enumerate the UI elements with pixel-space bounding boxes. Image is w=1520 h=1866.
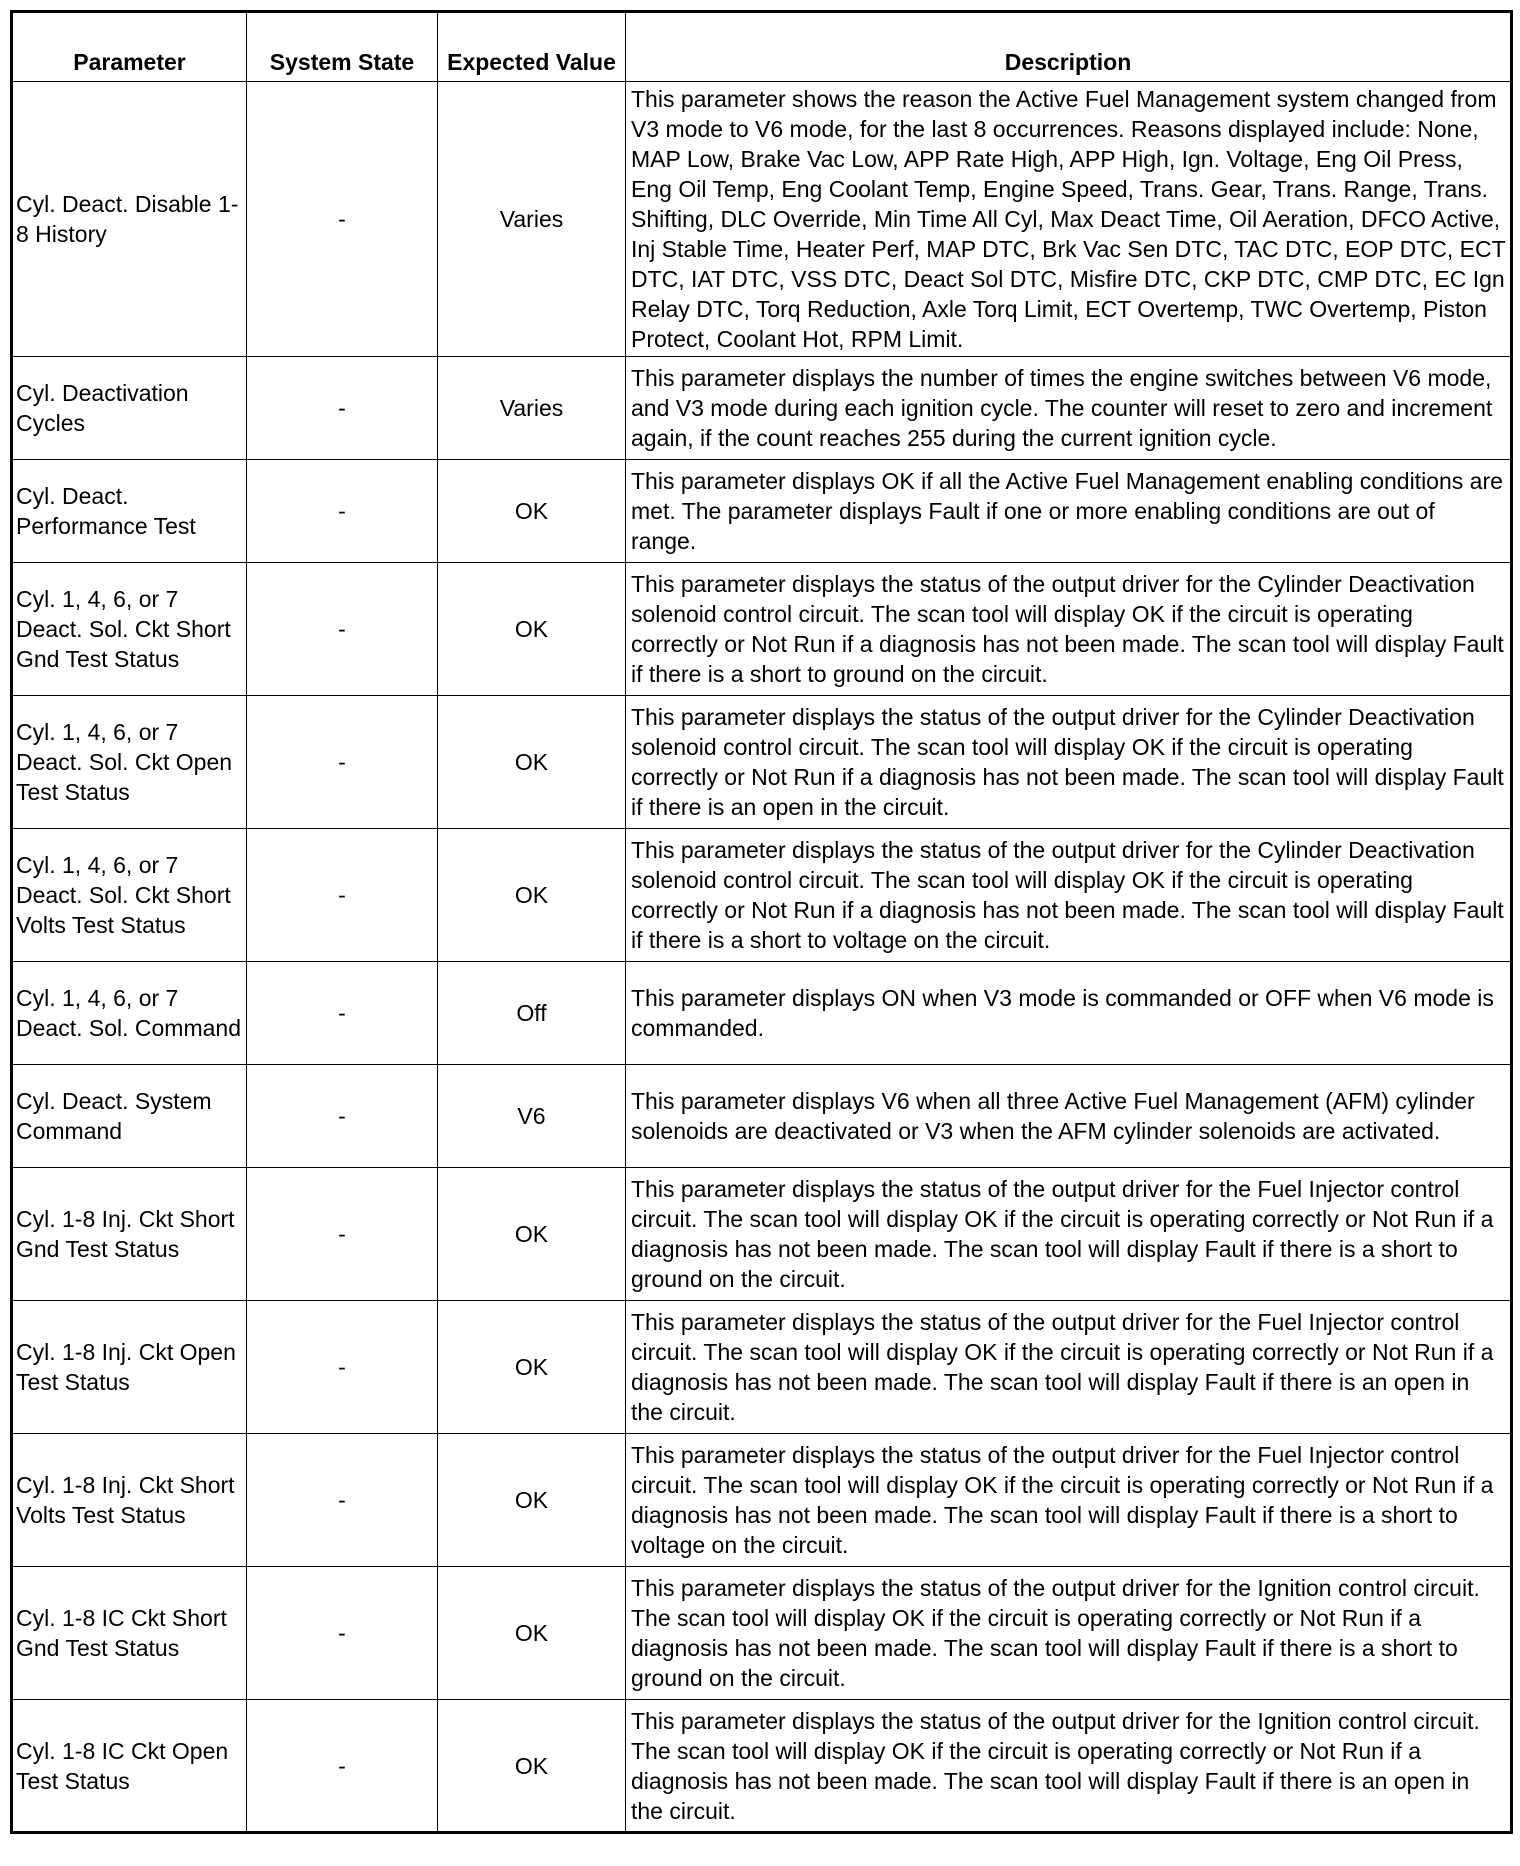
cell-system-state: -	[247, 460, 438, 563]
cell-parameter: Cyl. Deactivation Cycles	[12, 357, 247, 460]
cell-system-state: -	[247, 1434, 438, 1567]
cell-parameter: Cyl. 1, 4, 6, or 7 Deact. Sol. Ckt Open Test Status	[12, 696, 247, 829]
cell-expected-value: V6	[438, 1065, 626, 1168]
cell-parameter: Cyl. 1, 4, 6, or 7 Deact. Sol. Command	[12, 962, 247, 1065]
header-description: Description	[626, 12, 1512, 82]
table-row	[12, 962, 1512, 1065]
cell-expected-value: OK	[438, 460, 626, 563]
cell-expected-value: OK	[438, 829, 626, 962]
cell-parameter: Cyl. Deact. System Command	[12, 1065, 247, 1168]
header-system-state: System State	[247, 12, 438, 82]
cell-expected-value: Varies	[438, 82, 626, 357]
cell-parameter: Cyl. 1, 4, 6, or 7 Deact. Sol. Ckt Short Volts Test Status	[12, 829, 247, 962]
cell-expected-value: Varies	[438, 357, 626, 460]
table-row	[12, 1567, 1512, 1700]
cell-parameter: Cyl. 1-8 IC Ckt Short Gnd Test Status	[12, 1567, 247, 1700]
table-row	[12, 563, 1512, 696]
cell-system-state: -	[247, 82, 438, 357]
table-row	[12, 460, 1512, 563]
table-row	[12, 1434, 1512, 1567]
cell-system-state: -	[247, 1168, 438, 1301]
cell-description: This parameter displays the number of times the engine switches between V6 mode, and V3 mode during each ignition cycle. The counter will reset to zero and increment again, if the count reaches 255 during the current ignition cycle.	[626, 357, 1512, 460]
table-row	[12, 829, 1512, 962]
cell-description: This parameter displays the status of the output driver for the Fuel Injector control circuit. The scan tool will display OK if the circuit is operating correctly or Not Run if a diagnosis has not been made. The scan tool will display Fault if there is a short to voltage on the circuit.	[626, 1434, 1512, 1567]
cell-expected-value: Off	[438, 962, 626, 1065]
cell-description: This parameter displays the status of the output driver for the Cylinder Deactivation solenoid control circuit. The scan tool will display OK if the circuit is operating correctly or Not Run if a diagnosis has not been made. The scan tool will display Fault if there is an open in the circuit.	[626, 696, 1512, 829]
table-row	[12, 82, 1512, 357]
cell-parameter: Cyl. 1-8 Inj. Ckt Short Volts Test Status	[12, 1434, 247, 1567]
cell-description: This parameter displays the status of the output driver for the Cylinder Deactivation solenoid control circuit. The scan tool will display OK if the circuit is operating correctly or Not Run if a diagnosis has not been made. The scan tool will display Fault if there is a short to voltage on the circuit.	[626, 829, 1512, 962]
cell-system-state: -	[247, 696, 438, 829]
cell-system-state: -	[247, 563, 438, 696]
cell-system-state: -	[247, 1065, 438, 1168]
cell-parameter: Cyl. 1-8 Inj. Ckt Open Test Status	[12, 1301, 247, 1434]
cell-parameter: Cyl. 1-8 Inj. Ckt Short Gnd Test Status	[12, 1168, 247, 1301]
table-row	[12, 357, 1512, 460]
table-row	[12, 1301, 1512, 1434]
cell-parameter: Cyl. Deact. Performance Test	[12, 460, 247, 563]
cell-description: This parameter displays the status of the output driver for the Ignition control circuit. The scan tool will display OK if the circuit is operating correctly or Not Run if a diagnosis has not been made. The scan tool will display Fault if there is an open in the circuit.	[626, 1700, 1512, 1833]
cell-expected-value: OK	[438, 1567, 626, 1700]
cell-expected-value: OK	[438, 696, 626, 829]
header-parameter: Parameter	[12, 12, 247, 82]
table-row	[12, 1168, 1512, 1301]
table-body	[12, 82, 1512, 1833]
header-expected-value: Expected Value	[438, 12, 626, 82]
table-row	[12, 696, 1512, 829]
cell-system-state: -	[247, 829, 438, 962]
cell-system-state: -	[247, 1567, 438, 1700]
cell-system-state: -	[247, 357, 438, 460]
cell-description: This parameter displays V6 when all three Active Fuel Management (AFM) cylinder solenoids are deactivated or V3 when the AFM cylinder solenoids are activated.	[626, 1065, 1512, 1168]
cell-description: This parameter displays the status of the output driver for the Cylinder Deactivation solenoid control circuit. The scan tool will display OK if the circuit is operating correctly or Not Run if a diagnosis has not been made. The scan tool will display Fault if there is a short to ground on the circuit.	[626, 563, 1512, 696]
header-row	[12, 12, 1512, 82]
cell-expected-value: OK	[438, 1700, 626, 1833]
document-page	[10, 10, 1510, 1862]
cell-description: This parameter displays the status of the output driver for the Fuel Injector control circuit. The scan tool will display OK if the circuit is operating correctly or Not Run if a diagnosis has not been made. The scan tool will display Fault if there is an open in the circuit.	[626, 1301, 1512, 1434]
cell-expected-value: OK	[438, 1301, 626, 1434]
table-row	[12, 1065, 1512, 1168]
cell-expected-value: OK	[438, 1168, 626, 1301]
parameter-table	[10, 10, 1513, 1834]
cell-description: This parameter displays the status of the output driver for the Ignition control circuit. The scan tool will display OK if the circuit is operating correctly or Not Run if a diagnosis has not been made. The scan tool will display Fault if there is a short to ground on the circuit.	[626, 1567, 1512, 1700]
cell-description: This parameter displays OK if all the Active Fuel Management enabling conditions are met. The parameter displays Fault if one or more enabling conditions are out of range.	[626, 460, 1512, 563]
cell-parameter: Cyl. Deact. Disable 1-8 History	[12, 82, 247, 357]
cell-description: This parameter displays the status of the output driver for the Fuel Injector control circuit. The scan tool will display OK if the circuit is operating correctly or Not Run if a diagnosis has not been made. The scan tool will display Fault if there is a short to ground on the circuit.	[626, 1168, 1512, 1301]
cell-system-state: -	[247, 1700, 438, 1833]
cell-expected-value: OK	[438, 1434, 626, 1567]
table-row	[12, 1700, 1512, 1833]
cell-description: This parameter displays ON when V3 mode is commanded or OFF when V6 mode is commanded.	[626, 962, 1512, 1065]
cell-expected-value: OK	[438, 563, 626, 696]
cell-description: This parameter shows the reason the Active Fuel Management system changed from V3 mode to V6 mode, for the last 8 occurrences. Reasons displayed include: None, MAP Low, Brake Vac Low, APP Rate High, APP High, Ign. Voltage, Eng Oil Press, Eng Oil Temp, Eng Coolant Temp, Engine Speed, Trans. Gear, Trans. Range, Trans. Shifting, DLC Override, Min Time All Cyl, Max Deact Time, Oil Aeration, DFCO Active, Inj Stable Time, Heater Perf, MAP DTC, Brk Vac Sen DTC, TAC DTC, EOP DTC, ECT DTC, IAT DTC, VSS DTC, Deact Sol DTC, Misfire DTC, CKP DTC, CMP DTC, EC Ign Relay DTC, Torq Reduction, Axle Torq Limit, ECT Overtemp, TWC Overtemp, Piston Protect, Coolant Hot, RPM Limit.	[626, 82, 1512, 357]
cell-parameter: Cyl. 1, 4, 6, or 7 Deact. Sol. Ckt Short Gnd Test Status	[12, 563, 247, 696]
cell-system-state: -	[247, 962, 438, 1065]
cell-parameter: Cyl. 1-8 IC Ckt Open Test Status	[12, 1700, 247, 1833]
cell-system-state: -	[247, 1301, 438, 1434]
